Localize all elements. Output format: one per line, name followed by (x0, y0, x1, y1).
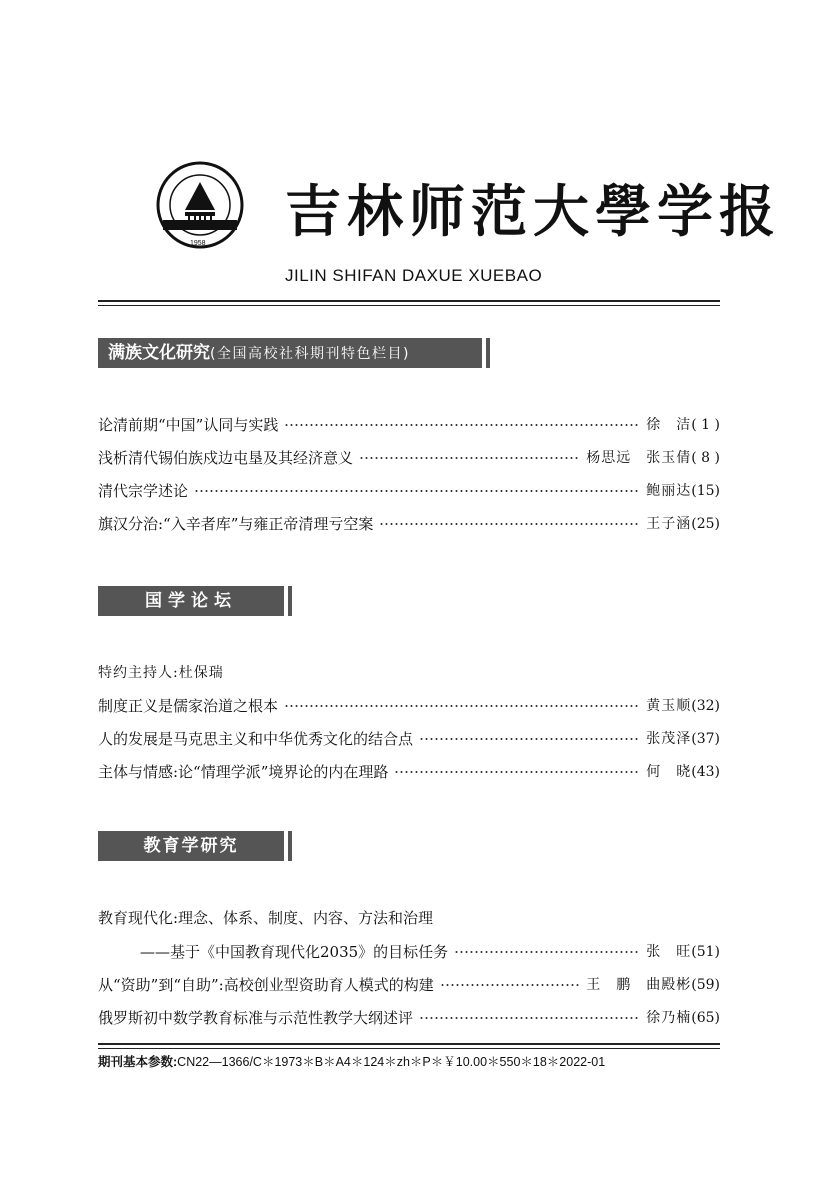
article-author: 杨思远 张玉倩 (586, 450, 692, 466)
article-title: 浅析清代锡伯族戍边屯垦及其经济意义 (98, 449, 354, 467)
article-author: 张 旺 (646, 944, 692, 960)
article-page: ( 8 ) (691, 450, 720, 466)
dot-leader (379, 523, 640, 525)
toc-row[interactable] (98, 446, 720, 470)
article-page: (43) (691, 764, 720, 780)
section-header-sinology-forum (98, 586, 284, 616)
university-seal-icon (155, 160, 245, 250)
parameters-value: CN22—1366/C＊1973＊B＊A4＊124＊zh＊P＊￥10.00＊550＊18＊2022-01 (177, 1055, 606, 1069)
journal-romanized-title: JILIN SHIFAN DAXUE XUEBAO (285, 266, 543, 285)
article-page: (59) (691, 977, 720, 993)
article-page: (32) (691, 698, 720, 714)
article-author: 鲍丽达 (646, 483, 692, 499)
top-divider (98, 300, 720, 306)
article-page: (25) (691, 516, 720, 532)
article-author: 王 鹏 曲殿彬 (586, 977, 692, 993)
article-title: 俄罗斯初中数学教育标准与示范性教学大纲述评 (98, 1009, 414, 1027)
guest-host-line: 特约主持人:杜保瑞 (98, 665, 224, 681)
article-title: 制度正义是儒家治道之根本 (98, 697, 279, 715)
toc-row[interactable] (98, 727, 720, 751)
dot-leader (359, 457, 580, 459)
journal-parameters (98, 1052, 605, 1070)
article-page: (51) (691, 944, 720, 960)
dot-leader (284, 424, 640, 426)
dot-leader (284, 705, 640, 707)
dot-leader (419, 1017, 640, 1019)
article-author: 徐 洁 (646, 417, 692, 433)
journal-title: 吉林师范大學学报 (285, 179, 781, 245)
toc-row[interactable] (98, 694, 720, 718)
section-title: 国学论坛 (145, 591, 237, 611)
article-title: 从“资助”到“自助”:高校创业型资助育人模式的构建 (98, 976, 434, 994)
article-page: ( 1 ) (691, 417, 720, 433)
article-page: (65) (691, 1010, 720, 1026)
dot-leader (440, 984, 581, 986)
section-header-education-research (98, 831, 284, 861)
article-title: 论清前期“中国”认同与实践 (98, 416, 279, 434)
toc-row[interactable] (98, 973, 720, 997)
article-title: 清代宗学述论 (98, 482, 189, 500)
toc-row[interactable] (98, 479, 720, 503)
parameters-label: 期刊基本参数: (98, 1055, 178, 1069)
bottom-divider (98, 1043, 720, 1049)
section-title: 满族文化研究 (108, 343, 210, 363)
toc-row[interactable] (98, 413, 720, 437)
section-subtitle: (全国高校社科期刊特色栏目) (210, 346, 410, 362)
article-page: (37) (691, 731, 720, 747)
article-title: 主体与情感:论“情理学派”境界论的内在理路 (98, 763, 389, 781)
article-author: 张茂泽 (646, 731, 692, 747)
article-author: 徐乃楠 (646, 1010, 692, 1026)
article-author: 黄玉顺 (646, 698, 692, 714)
toc-row[interactable] (98, 760, 720, 784)
section-header-manchu-culture (98, 338, 482, 368)
article-title: 人的发展是马克思主义和中华优秀文化的结合点 (98, 730, 414, 748)
article-author: 何 晓 (646, 764, 692, 780)
article-subtitle: ——基于《中国教育现代化2035》的目标任务 (140, 943, 449, 961)
toc-row[interactable] (140, 940, 720, 964)
article-title: 旗汉分治:“入辛者库”与雍正帝清理亏空案 (98, 515, 374, 533)
toc-row[interactable] (98, 512, 720, 536)
dot-leader (454, 951, 640, 953)
dot-leader (394, 771, 640, 773)
dot-leader (194, 490, 640, 492)
article-author: 王子涵 (646, 516, 692, 532)
toc-row[interactable] (98, 1006, 720, 1030)
section-title: 教育学研究 (143, 836, 239, 856)
logo-year: 1958 (190, 240, 206, 247)
dot-leader (419, 738, 640, 740)
article-title[interactable]: 教育现代化:理念、体系、制度、内容、方法和治理 (98, 909, 434, 927)
article-page: (15) (691, 483, 720, 499)
